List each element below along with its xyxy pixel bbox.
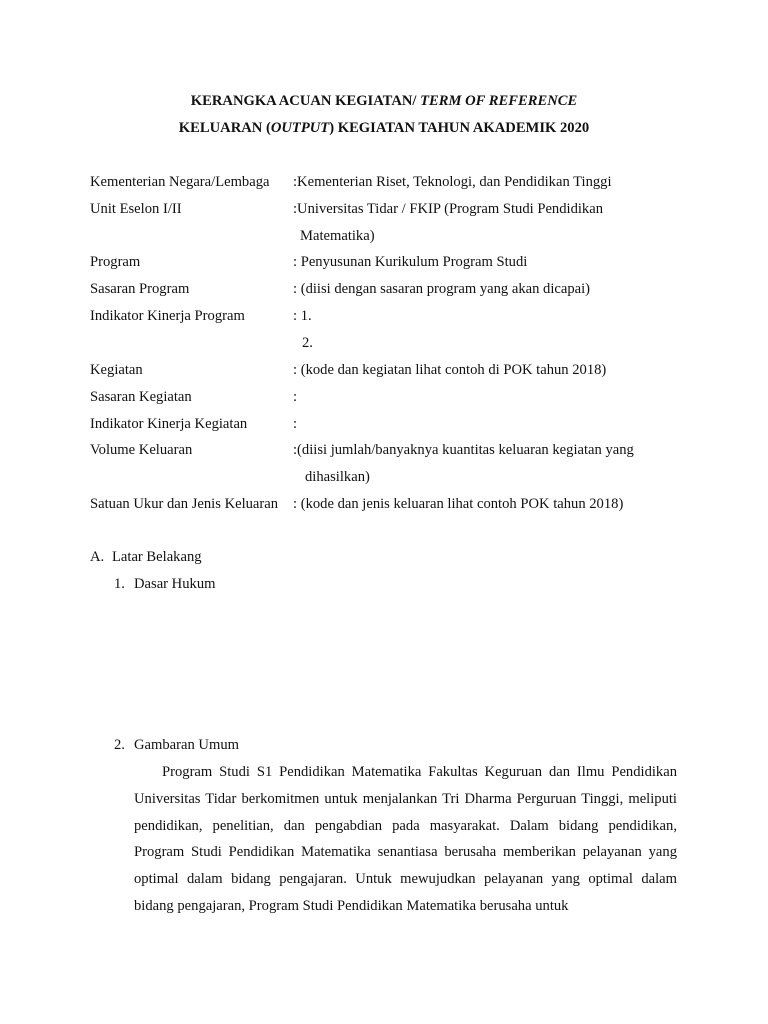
title-main: KERANGKA ACUAN KEGIATAN/ [190,93,421,109]
meta-label: Kegiatan [90,362,143,378]
meta-value: : (kode dan jenis keluaran lihat contoh POK tahun 2018) [293,496,624,512]
meta-value: : 1. [293,308,312,324]
subsection-2-title: Gambaran Umum [134,737,239,753]
meta-value-continuation: Matematika) [300,228,375,244]
subtitle-part-a: KELUARAN ( [178,120,271,136]
section-a-marker: A. [90,549,105,565]
subsection-1-marker: 1. [114,576,125,592]
document-title-line-2 [0,120,768,137]
document-title-line-1 [0,93,768,110]
subsection-2-marker: 2. [114,737,125,753]
meta-label: Indikator Kinerja Program [90,308,245,324]
meta-value: :Universitas Tidar / FKIP (Program Studi Pendidikan [293,201,603,217]
meta-value: : (kode dan kegiatan lihat contoh di POK tahun 2018) [293,362,607,378]
section-a-title: Latar Belakang [112,549,202,565]
meta-value: : [293,389,298,405]
meta-label: Kementerian Negara/Lembaga [90,174,270,190]
subsection-1-title: Dasar Hukum [134,576,216,592]
meta-label: Unit Eselon I/II [90,201,182,217]
meta-value: :(diisi jumlah/banyaknya kuantitas keluaran kegiatan yang [293,442,634,458]
subtitle-part-b: ) KEGIATAN TAHUN AKADEMIK 2020 [329,120,590,136]
subtitle-italic: OUTPUT [270,120,330,136]
meta-value: : [293,416,298,432]
meta-value: : Penyusunan Kurikulum Program Studi [293,254,528,270]
meta-label: Sasaran Kegiatan [90,389,192,405]
meta-label: Sasaran Program [90,281,190,297]
gambaran-umum-paragraph: Program Studi S1 Pendidikan Matematika Fakultas Keguruan dan Ilmu Pendidikan Universitas Tidar berkomitmen untuk menjalankan Tri Dharma Perguruan Tinggi, meliputi pendidikan, penelitian, dan pengabdian pada masyarakat. Dalam bidang pendidikan, Program Studi Pendidikan Matematika senantiasa berusaha memberikan pelayanan yang optimal dalam bidang pengajaran. Untuk mewujudkan pelayanan yang optimal dalam bidang pengajaran, Program Studi Pendidikan Matematika berusaha untuk [134,764,677,914]
meta-label: Satuan Ukur dan Jenis Keluaran [90,496,279,512]
meta-value-continuation: dihasilkan) [305,469,370,485]
meta-label: Volume Keluaran [90,442,193,458]
meta-label: Indikator Kinerja Kegiatan [90,416,248,432]
meta-label: Program [90,254,141,270]
meta-value: : (diisi dengan sasaran program yang akan dicapai) [293,281,591,297]
meta-value-continuation: 2. [302,335,313,351]
meta-value: :Kementerian Riset, Teknologi, dan Pendidikan Tinggi [293,174,612,190]
title-italic: TERM OF REFERENCE [420,93,578,109]
